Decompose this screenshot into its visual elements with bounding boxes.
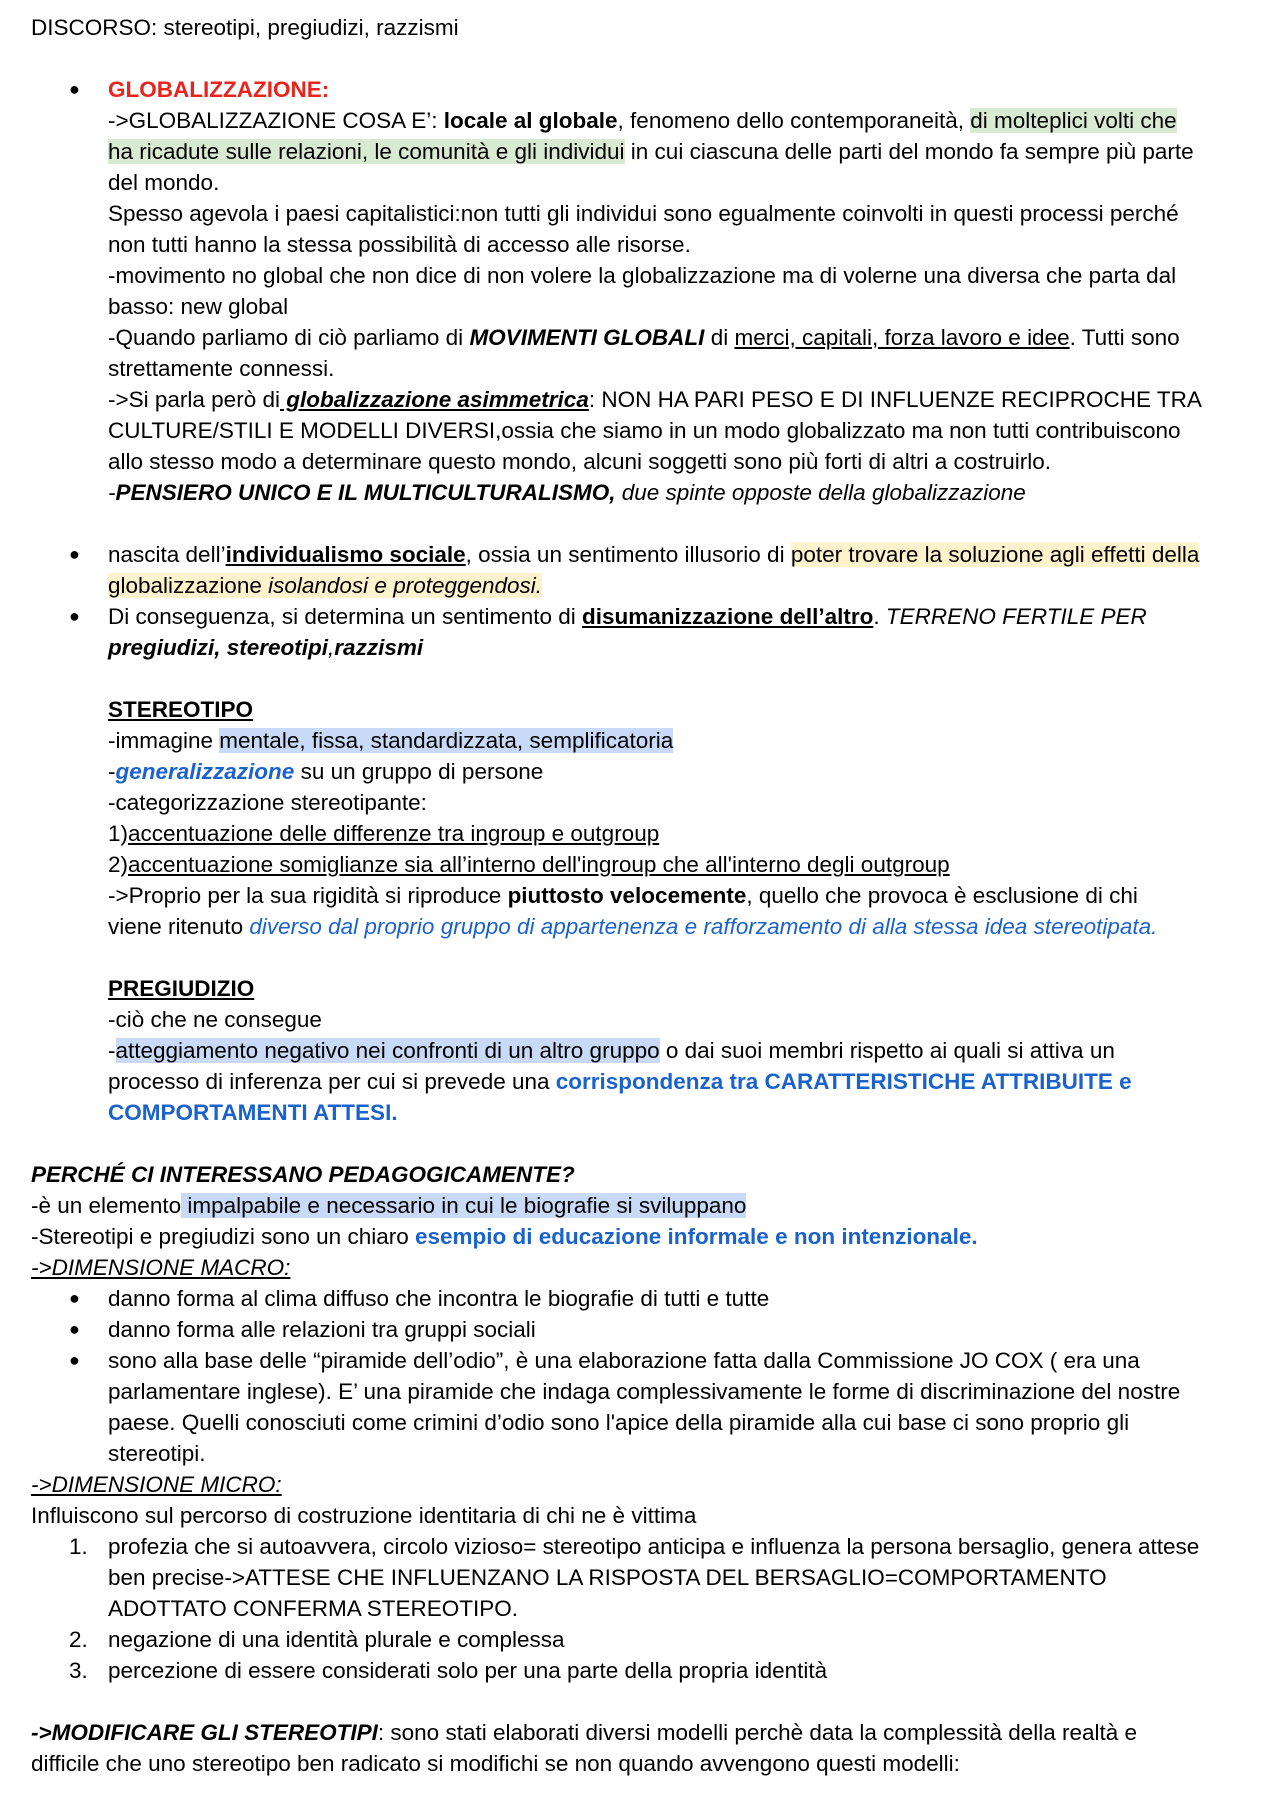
text-line: ADOTTATO CONFERMA STEREOTIPO.	[108, 1596, 519, 1621]
text-line: viene ritenuto diverso dal proprio gruppo di appartenenza e rafforzamento di alla stessa idea stereotipata.	[108, 914, 1158, 939]
subheading-micro: ->DIMENSIONE MICRO:	[31, 1472, 282, 1497]
text-line: strettamente connessi.	[108, 356, 335, 381]
text-line: -atteggiamento negativo nei confronti di un altro gruppo o dai suoi membri rispetto ai quali si attiva un	[108, 1038, 1115, 1063]
bullet-icon: ●	[69, 1288, 80, 1308]
heading-globalizzazione: GLOBALIZZAZIONE:	[108, 77, 330, 102]
bullet-icon: ●	[69, 544, 80, 564]
text-line: profezia che si autoavvera, circolo vizioso= stereotipo anticipa e influenza la persona bersaglio, genera attese	[108, 1534, 1200, 1559]
text-line: 1)accentuazione delle differenze tra ingroup e outgroup	[108, 821, 660, 846]
text-line: ->MODIFICARE GLI STEREOTIPI: sono stati elaborati diversi modelli perchè data la complessità della realtà e	[31, 1720, 1138, 1745]
bullet-icon: ●	[69, 1319, 80, 1339]
list-number: 2.	[69, 1627, 88, 1652]
heading-perche: PERCHÉ CI INTERESSANO PEDAGOGICAMENTE?	[31, 1162, 575, 1187]
text-line: danno forma alle relazioni tra gruppi sociali	[108, 1317, 536, 1342]
text-line: percezione di essere considerati solo per una parte della propria identità	[108, 1658, 828, 1683]
heading-pregiudizio: PREGIUDIZIO	[108, 976, 255, 1001]
text-line: allo stesso modo a determinare questo mondo, alcuni soggetti sono più forti di altri a costruirlo.	[108, 449, 1052, 474]
list-item-micro-2	[31, 1624, 1251, 1655]
subheading-macro: ->DIMENSIONE MACRO:	[31, 1255, 291, 1280]
text-line: del mondo.	[108, 170, 220, 195]
list-item-micro-3	[31, 1655, 1251, 1686]
list-item-macro-1	[31, 1283, 1251, 1314]
bullet-icon: ●	[69, 1350, 80, 1370]
bullet-icon: ●	[69, 606, 80, 626]
text-line: basso: new global	[108, 294, 289, 319]
list-item-disumanizzazione	[31, 601, 1251, 1128]
text-line: -immagine mentale, fissa, standardizzata, semplificatoria	[108, 728, 674, 753]
text-line: sono alla base delle “piramide dell’odio”, è una elaborazione fatta dalla Commissione JO COX ( era una	[108, 1348, 1140, 1373]
list-item-macro-2	[31, 1314, 1251, 1345]
text-line: Di conseguenza, si determina un sentimento di disumanizzazione dell’altro. TERRENO FERTILE PER	[108, 604, 1147, 629]
text-line: -categorizzazione stereotipante:	[108, 790, 427, 815]
text-line: nascita dell’individualismo sociale, ossia un sentimento illusorio di poter trovare la soluzione agli effetti della	[108, 542, 1200, 567]
text-line: 2)accentuazione somiglianze sia all’interno dell'ingroup che all'interno degli outgroup	[108, 852, 950, 877]
heading-stereotipo: STEREOTIPO	[108, 697, 254, 722]
text-line: ben precise->ATTESE CHE INFLUENZANO LA RISPOSTA DEL BERSAGLIO=COMPORTAMENTO	[108, 1565, 1107, 1590]
text-line: ha ricadute sulle relazioni, le comunità e gli individui in cui ciascuna delle parti del mondo fa sempre più parte	[108, 139, 1194, 164]
text-line: ->Proprio per la sua rigidità si riproduce piuttosto velocemente, quello che provoca è esclusione di chi	[108, 883, 1138, 908]
document-title: DISCORSO: stereotipi, pregiudizi, razzismi	[31, 15, 459, 40]
text-line: Spesso agevola i paesi capitalistici:non tutti gli individui sono egualmente coinvolti in questi processi perché	[108, 201, 1179, 226]
list-item-individualismo	[31, 539, 1251, 601]
text-line: Influiscono sul percorso di costruzione identitaria di chi ne è vittima	[31, 1503, 697, 1528]
text-line: -ciò che ne consegue	[108, 1007, 322, 1032]
text-line: COMPORTAMENTI ATTESI.	[108, 1100, 398, 1125]
text-line: -Stereotipi e pregiudizi sono un chiaro esempio di educazione informale e non intenzionale.	[31, 1224, 978, 1249]
text-line: stereotipi.	[108, 1441, 206, 1466]
bullet-icon: ●	[69, 79, 80, 99]
text-line: globalizzazione isolandosi e proteggendosi.	[108, 573, 543, 598]
text-line: non tutti hanno la stessa possibilità di accesso alle risorse.	[108, 232, 691, 257]
text-line: ->GLOBALIZZAZIONE COSA E’: locale al globale, fenomeno dello contemporaneità, di molteplici volti che	[108, 108, 1177, 133]
text-line: -Quando parliamo di ciò parliamo di MOVIMENTI GLOBALI di merci, capitali, forza lavoro e idee. Tutti sono	[108, 325, 1180, 350]
text-line: parlamentare inglese). E’ una piramide che indaga complessivamente le forme di discriminazione del nostre	[108, 1379, 1181, 1404]
text-line: -movimento no global che non dice di non volere la globalizzazione ma di volerne una diversa che parta dal	[108, 263, 1177, 288]
list-item-macro-3	[31, 1345, 1251, 1469]
text-line: danno forma al clima diffuso che incontra le biografie di tutti e tutte	[108, 1286, 770, 1311]
text-line: ->Si parla però di globalizzazione asimmetrica: NON HA PARI PESO E DI INFLUENZE RECIPROCHE TRA	[108, 387, 1202, 412]
list-number: 3.	[69, 1658, 88, 1683]
text-line: processo di inferenza per cui si prevede una corrispondenza tra CARATTERISTICHE ATTRIBUITE e	[108, 1069, 1132, 1094]
text-line: negazione di una identità plurale e complessa	[108, 1627, 565, 1652]
text-line: CULTURE/STILI E MODELLI DIVERSI,ossia che siamo in un modo globalizzato ma non tutti contribuiscono	[108, 418, 1181, 443]
text-line: pregiudizi, stereotipi,razzismi	[108, 635, 424, 660]
list-item-micro-1	[31, 1531, 1251, 1624]
list-number: 1.	[69, 1534, 88, 1559]
document-page	[31, 12, 1251, 1779]
text-line: -generalizzazione su un gruppo di persone	[108, 759, 544, 784]
text-line: -PENSIERO UNICO E IL MULTICULTURALISMO, due spinte opposte della globalizzazione	[108, 480, 1026, 505]
text-line: difficile che uno stereotipo ben radicato si modifichi se non quando avvengono questi modelli:	[31, 1751, 960, 1776]
text-line: -è un elemento impalpabile e necessario in cui le biografie si sviluppano	[31, 1193, 747, 1218]
list-item-globalizzazione	[31, 74, 1251, 508]
text-line: paese. Quelli conosciuti come crimini d’odio sono l'apice della piramide alla cui base ci sono proprio gli	[108, 1410, 1130, 1435]
